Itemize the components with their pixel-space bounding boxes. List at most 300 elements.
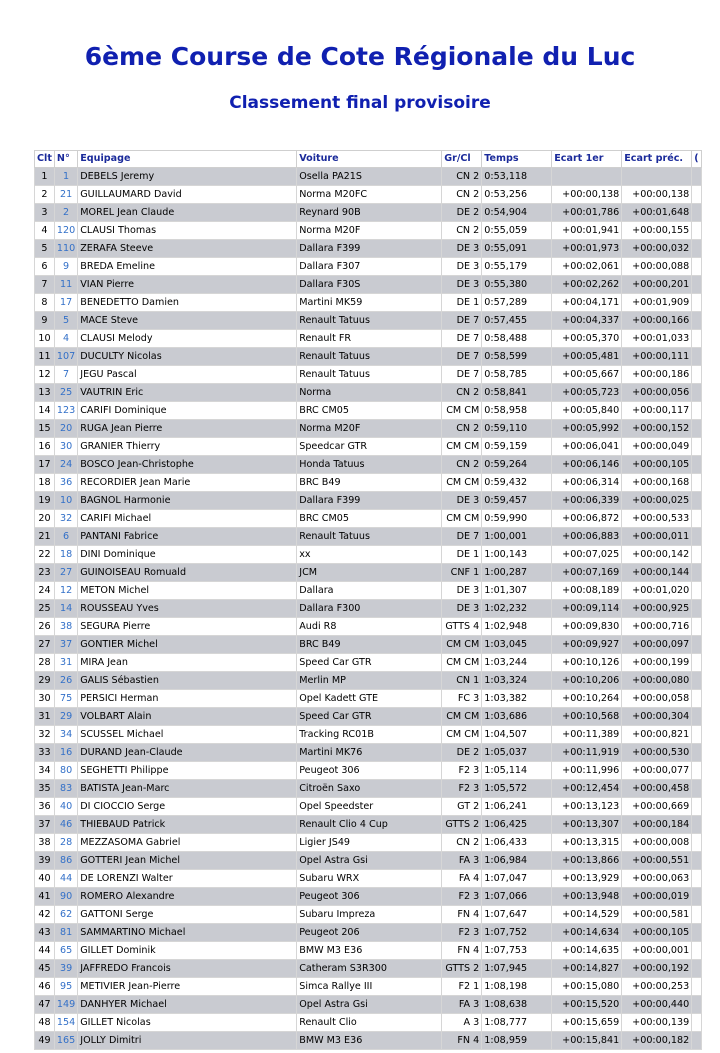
table-row	[35, 456, 702, 474]
cell-ecart-prec: +00:00,088	[622, 258, 692, 276]
cell-ecart-1er: +00:02,061	[552, 258, 622, 276]
table-row	[35, 906, 702, 924]
cell-extra	[692, 168, 701, 186]
cell-extra	[692, 672, 701, 690]
cell-temps: 1:03,324	[482, 672, 552, 690]
cell-grcl: DE 7	[442, 528, 482, 546]
cell-num[interactable]: 154	[54, 1014, 77, 1032]
cell-clt: 43	[35, 924, 55, 942]
cell-grcl: GT 2	[442, 798, 482, 816]
cell-num[interactable]: 29	[54, 708, 77, 726]
table-row	[35, 726, 702, 744]
cell-grcl: DE 2	[442, 744, 482, 762]
cell-ecart-prec: +00:01,909	[622, 294, 692, 312]
cell-temps: 1:07,047	[482, 870, 552, 888]
table-row	[35, 798, 702, 816]
cell-ecart-1er: +00:05,992	[552, 420, 622, 438]
cell-temps: 0:57,289	[482, 294, 552, 312]
table-row	[35, 834, 702, 852]
cell-num[interactable]: 123	[54, 402, 77, 420]
cell-equipage: CLAUSI Melody	[78, 330, 297, 348]
cell-clt: 40	[35, 870, 55, 888]
cell-num[interactable]: 32	[54, 510, 77, 528]
cell-temps: 0:59,457	[482, 492, 552, 510]
cell-grcl: FA 3	[442, 996, 482, 1014]
cell-grcl: DE 3	[442, 492, 482, 510]
cell-extra	[692, 348, 701, 366]
cell-equipage: GALIS Sébastien	[78, 672, 297, 690]
cell-extra	[692, 636, 701, 654]
cell-voiture: xx	[297, 546, 442, 564]
cell-grcl: DE 1	[442, 546, 482, 564]
cell-num[interactable]: 90	[54, 888, 77, 906]
cell-clt: 4	[35, 222, 55, 240]
cell-ecart-1er: +00:06,314	[552, 474, 622, 492]
cell-num[interactable]: 28	[54, 834, 77, 852]
cell-num[interactable]: 5	[54, 312, 77, 330]
cell-temps: 1:07,752	[482, 924, 552, 942]
cell-grcl: DE 3	[442, 240, 482, 258]
cell-ecart-1er: +00:06,883	[552, 528, 622, 546]
table-row	[35, 240, 702, 258]
cell-extra	[692, 492, 701, 510]
cell-equipage: RUGA Jean Pierre	[78, 420, 297, 438]
page-subtitle: Classement final provisoire	[229, 93, 491, 113]
cell-ecart-prec: +00:00,201	[622, 276, 692, 294]
cell-num[interactable]: 62	[54, 906, 77, 924]
cell-ecart-prec: +00:01,033	[622, 330, 692, 348]
cell-ecart-1er: +00:08,189	[552, 582, 622, 600]
cell-clt: 41	[35, 888, 55, 906]
cell-temps: 0:55,059	[482, 222, 552, 240]
cell-ecart-1er: +00:09,114	[552, 600, 622, 618]
header-clt[interactable]: Clt	[35, 151, 55, 168]
cell-extra	[692, 204, 701, 222]
table-row	[35, 294, 702, 312]
table-row	[35, 870, 702, 888]
cell-voiture: Dallara F30S	[297, 276, 442, 294]
cell-temps: 0:53,118	[482, 168, 552, 186]
cell-extra	[692, 222, 701, 240]
cell-num[interactable]: 110	[54, 240, 77, 258]
cell-equipage: CLAUSI Thomas	[78, 222, 297, 240]
cell-equipage: GUINOISEAU Romuald	[78, 564, 297, 582]
cell-ecart-prec: +00:00,032	[622, 240, 692, 258]
cell-clt: 44	[35, 942, 55, 960]
cell-extra	[692, 834, 701, 852]
cell-ecart-1er: +00:05,481	[552, 348, 622, 366]
cell-grcl: FN 4	[442, 906, 482, 924]
cell-voiture: Subaru WRX	[297, 870, 442, 888]
cell-ecart-prec: +00:00,253	[622, 978, 692, 996]
table-row	[35, 762, 702, 780]
cell-num[interactable]: 17	[54, 294, 77, 312]
cell-voiture: Dallara	[297, 582, 442, 600]
cell-temps: 0:59,990	[482, 510, 552, 528]
table-row	[35, 564, 702, 582]
cell-equipage: SCUSSEL Michael	[78, 726, 297, 744]
cell-num[interactable]: 86	[54, 852, 77, 870]
cell-voiture: Martini MK76	[297, 744, 442, 762]
cell-ecart-1er: +00:10,206	[552, 672, 622, 690]
cell-num[interactable]: 83	[54, 780, 77, 798]
cell-equipage: GRANIER Thierry	[78, 438, 297, 456]
cell-ecart-prec: +00:00,199	[622, 654, 692, 672]
table-row	[35, 474, 702, 492]
cell-grcl: CM CM	[442, 510, 482, 528]
cell-voiture: Norma	[297, 384, 442, 402]
cell-num[interactable]: 36	[54, 474, 77, 492]
cell-temps: 0:55,091	[482, 240, 552, 258]
cell-clt: 3	[35, 204, 55, 222]
cell-voiture: Dallara F307	[297, 258, 442, 276]
cell-num[interactable]: 95	[54, 978, 77, 996]
cell-ecart-1er: +00:07,025	[552, 546, 622, 564]
cell-ecart-1er: +00:13,948	[552, 888, 622, 906]
cell-num[interactable]: 1	[54, 168, 77, 186]
table-row	[35, 960, 702, 978]
cell-ecart-prec: +00:00,025	[622, 492, 692, 510]
cell-num[interactable]: 14	[54, 600, 77, 618]
table-row	[35, 546, 702, 564]
cell-grcl: F2 3	[442, 780, 482, 798]
cell-ecart-1er	[552, 168, 622, 186]
cell-ecart-prec: +00:00,001	[622, 942, 692, 960]
cell-clt: 17	[35, 456, 55, 474]
cell-voiture: Catheram S3R300	[297, 960, 442, 978]
table-row	[35, 366, 702, 384]
header-num[interactable]: N°	[54, 151, 77, 168]
cell-clt: 36	[35, 798, 55, 816]
header-temps[interactable]: Temps	[482, 151, 552, 168]
cell-voiture: Dallara F300	[297, 600, 442, 618]
cell-ecart-prec: +00:00,058	[622, 690, 692, 708]
header-equipage[interactable]: Equipage	[78, 151, 297, 168]
cell-equipage: GONTIER Michel	[78, 636, 297, 654]
cell-ecart-prec: +00:00,458	[622, 780, 692, 798]
cell-clt: 13	[35, 384, 55, 402]
cell-equipage: VOLBART Alain	[78, 708, 297, 726]
cell-clt: 8	[35, 294, 55, 312]
cell-clt: 32	[35, 726, 55, 744]
cell-grcl: GTTS 4	[442, 618, 482, 636]
table-row	[35, 438, 702, 456]
cell-clt: 45	[35, 960, 55, 978]
table-row	[35, 942, 702, 960]
cell-clt: 25	[35, 600, 55, 618]
cell-num[interactable]: 44	[54, 870, 77, 888]
cell-voiture: Osella PA21S	[297, 168, 442, 186]
cell-num[interactable]: 81	[54, 924, 77, 942]
cell-num[interactable]: 80	[54, 762, 77, 780]
cell-clt: 7	[35, 276, 55, 294]
cell-extra	[692, 312, 701, 330]
cell-num[interactable]: 40	[54, 798, 77, 816]
cell-temps: 1:03,244	[482, 654, 552, 672]
cell-ecart-1er: +00:11,919	[552, 744, 622, 762]
cell-extra	[692, 888, 701, 906]
cell-num[interactable]: 37	[54, 636, 77, 654]
table-row	[35, 708, 702, 726]
cell-temps: 1:06,425	[482, 816, 552, 834]
cell-clt: 1	[35, 168, 55, 186]
cell-temps: 0:58,958	[482, 402, 552, 420]
cell-ecart-prec: +00:00,530	[622, 744, 692, 762]
cell-num[interactable]: 34	[54, 726, 77, 744]
cell-num[interactable]: 39	[54, 960, 77, 978]
cell-num[interactable]: 9	[54, 258, 77, 276]
table-row	[35, 600, 702, 618]
cell-voiture: Speed Car GTR	[297, 654, 442, 672]
cell-ecart-prec: +00:00,551	[622, 852, 692, 870]
cell-temps: 1:07,945	[482, 960, 552, 978]
cell-num[interactable]: 18	[54, 546, 77, 564]
table-row	[35, 258, 702, 276]
cell-grcl: DE 3	[442, 258, 482, 276]
cell-grcl: F2 3	[442, 888, 482, 906]
cell-equipage: SAMMARTINO Michael	[78, 924, 297, 942]
cell-voiture: Speed Car GTR	[297, 708, 442, 726]
cell-ecart-prec: +00:00,019	[622, 888, 692, 906]
cell-clt: 48	[35, 1014, 55, 1032]
table-row	[35, 852, 702, 870]
cell-equipage: GOTTERI Jean Michel	[78, 852, 297, 870]
cell-num[interactable]: 38	[54, 618, 77, 636]
cell-num[interactable]: 20	[54, 420, 77, 438]
cell-voiture: Honda Tatuus	[297, 456, 442, 474]
cell-temps: 0:59,159	[482, 438, 552, 456]
cell-ecart-prec: +00:00,138	[622, 186, 692, 204]
cell-temps: 1:08,959	[482, 1032, 552, 1050]
cell-clt: 24	[35, 582, 55, 600]
cell-voiture: Opel Speedster	[297, 798, 442, 816]
cell-num[interactable]: 149	[54, 996, 77, 1014]
cell-ecart-1er: +00:06,339	[552, 492, 622, 510]
table-row	[35, 492, 702, 510]
table-row	[35, 996, 702, 1014]
cell-grcl: FC 3	[442, 690, 482, 708]
cell-equipage: PANTANI Fabrice	[78, 528, 297, 546]
cell-extra	[692, 726, 701, 744]
cell-ecart-1er: +00:06,872	[552, 510, 622, 528]
cell-clt: 18	[35, 474, 55, 492]
cell-ecart-prec: +00:00,581	[622, 906, 692, 924]
cell-extra	[692, 240, 701, 258]
cell-equipage: BOSCO Jean-Christophe	[78, 456, 297, 474]
cell-extra	[692, 852, 701, 870]
cell-clt: 9	[35, 312, 55, 330]
cell-temps: 1:08,777	[482, 1014, 552, 1032]
table-row	[35, 168, 702, 186]
cell-clt: 26	[35, 618, 55, 636]
cell-grcl: A 3	[442, 1014, 482, 1032]
cell-voiture: Renault FR	[297, 330, 442, 348]
cell-voiture: JCM	[297, 564, 442, 582]
cell-temps: 0:55,179	[482, 258, 552, 276]
cell-clt: 16	[35, 438, 55, 456]
cell-temps: 1:05,114	[482, 762, 552, 780]
cell-extra	[692, 708, 701, 726]
table-row	[35, 384, 702, 402]
cell-ecart-1er: +00:04,171	[552, 294, 622, 312]
cell-ecart-1er: +00:10,264	[552, 690, 622, 708]
cell-temps: 1:06,433	[482, 834, 552, 852]
cell-equipage: DUCULTY Nicolas	[78, 348, 297, 366]
cell-extra	[692, 906, 701, 924]
cell-clt: 28	[35, 654, 55, 672]
cell-num[interactable]: 120	[54, 222, 77, 240]
cell-num[interactable]: 26	[54, 672, 77, 690]
table-row	[35, 924, 702, 942]
cell-extra	[692, 960, 701, 978]
cell-voiture: BRC B49	[297, 636, 442, 654]
cell-grcl: DE 7	[442, 348, 482, 366]
table-row	[35, 888, 702, 906]
cell-num[interactable]: 165	[54, 1032, 77, 1050]
cell-ecart-1er: +00:13,929	[552, 870, 622, 888]
cell-ecart-prec: +00:00,008	[622, 834, 692, 852]
cell-num[interactable]: 4	[54, 330, 77, 348]
cell-equipage: DI CIOCCIO Serge	[78, 798, 297, 816]
cell-clt: 11	[35, 348, 55, 366]
cell-temps: 1:08,638	[482, 996, 552, 1014]
cell-ecart-1er: +00:05,723	[552, 384, 622, 402]
cell-ecart-prec: +00:00,117	[622, 402, 692, 420]
cell-voiture: Dallara F399	[297, 492, 442, 510]
cell-voiture: Peugeot 206	[297, 924, 442, 942]
header-ecart-prec[interactable]: Ecart préc.	[622, 151, 692, 168]
cell-temps: 0:58,785	[482, 366, 552, 384]
cell-temps: 0:58,599	[482, 348, 552, 366]
cell-extra	[692, 942, 701, 960]
cell-grcl: CN 2	[442, 222, 482, 240]
cell-extra	[692, 510, 701, 528]
cell-grcl: FA 3	[442, 852, 482, 870]
cell-extra	[692, 978, 701, 996]
cell-equipage: SEGHETTI Philippe	[78, 762, 297, 780]
cell-clt: 10	[35, 330, 55, 348]
header-voiture[interactable]: Voiture	[297, 151, 442, 168]
cell-num[interactable]: 30	[54, 438, 77, 456]
cell-num[interactable]: 31	[54, 654, 77, 672]
table-row	[35, 222, 702, 240]
cell-temps: 0:55,380	[482, 276, 552, 294]
cell-ecart-prec: +00:00,184	[622, 816, 692, 834]
header-grcl[interactable]: Gr/Cl	[442, 151, 482, 168]
table-row	[35, 402, 702, 420]
cell-extra	[692, 798, 701, 816]
cell-grcl: CN 2	[442, 456, 482, 474]
cell-equipage: JAFFREDO Francois	[78, 960, 297, 978]
cell-clt: 33	[35, 744, 55, 762]
cell-clt: 47	[35, 996, 55, 1014]
table-row	[35, 582, 702, 600]
cell-num[interactable]: 27	[54, 564, 77, 582]
cell-ecart-1er: +00:15,520	[552, 996, 622, 1014]
cell-voiture: BRC CM05	[297, 402, 442, 420]
cell-equipage: METON Michel	[78, 582, 297, 600]
cell-temps: 1:06,984	[482, 852, 552, 870]
cell-ecart-1er: +00:11,389	[552, 726, 622, 744]
cell-grcl: DE 3	[442, 600, 482, 618]
results-table	[34, 150, 702, 1050]
cell-grcl: DE 3	[442, 582, 482, 600]
cell-extra	[692, 384, 701, 402]
cell-num[interactable]: 7	[54, 366, 77, 384]
cell-ecart-prec: +00:00,186	[622, 366, 692, 384]
cell-num[interactable]: 75	[54, 690, 77, 708]
cell-voiture: Dallara F399	[297, 240, 442, 258]
cell-voiture: Peugeot 306	[297, 888, 442, 906]
cell-grcl: FA 4	[442, 870, 482, 888]
cell-equipage: MIRA Jean	[78, 654, 297, 672]
cell-num[interactable]: 12	[54, 582, 77, 600]
cell-grcl: CM CM	[442, 726, 482, 744]
cell-num[interactable]: 21	[54, 186, 77, 204]
cell-grcl: CM CM	[442, 654, 482, 672]
cell-extra	[692, 402, 701, 420]
cell-grcl: CN 2	[442, 384, 482, 402]
cell-extra	[692, 564, 701, 582]
cell-clt: 34	[35, 762, 55, 780]
cell-grcl: DE 3	[442, 276, 482, 294]
cell-equipage: BAGNOL Harmonie	[78, 492, 297, 510]
cell-num[interactable]: 10	[54, 492, 77, 510]
cell-equipage: MEZZASOMA Gabriel	[78, 834, 297, 852]
cell-num[interactable]: 65	[54, 942, 77, 960]
cell-equipage: ROUSSEAU Yves	[78, 600, 297, 618]
cell-temps: 1:05,572	[482, 780, 552, 798]
cell-ecart-prec: +00:01,020	[622, 582, 692, 600]
cell-temps: 1:06,241	[482, 798, 552, 816]
cell-ecart-prec: +00:00,152	[622, 420, 692, 438]
cell-num[interactable]: 46	[54, 816, 77, 834]
cell-clt: 14	[35, 402, 55, 420]
page-title: 6ème Course de Cote Régionale du Luc	[84, 42, 636, 71]
cell-equipage: GATTONI Serge	[78, 906, 297, 924]
cell-ecart-prec: +00:00,105	[622, 456, 692, 474]
cell-num[interactable]: 6	[54, 528, 77, 546]
cell-extra	[692, 1032, 701, 1050]
cell-ecart-1er: +00:06,041	[552, 438, 622, 456]
cell-equipage: DANHYER Michael	[78, 996, 297, 1014]
header-ecart-1er[interactable]: Ecart 1er	[552, 151, 622, 168]
cell-equipage: DEBELS Jeremy	[78, 168, 297, 186]
cell-temps: 1:08,198	[482, 978, 552, 996]
cell-temps: 1:02,948	[482, 618, 552, 636]
cell-voiture: Peugeot 306	[297, 762, 442, 780]
cell-voiture: BRC B49	[297, 474, 442, 492]
table-row	[35, 420, 702, 438]
cell-num[interactable]: 16	[54, 744, 77, 762]
cell-num[interactable]: 11	[54, 276, 77, 294]
cell-ecart-prec: +00:00,533	[622, 510, 692, 528]
cell-extra	[692, 546, 701, 564]
cell-grcl: GTTS 2	[442, 816, 482, 834]
cell-ecart-prec: +00:00,056	[622, 384, 692, 402]
cell-ecart-1er: +00:15,080	[552, 978, 622, 996]
table-row	[35, 312, 702, 330]
cell-extra	[692, 924, 701, 942]
cell-num[interactable]: 107	[54, 348, 77, 366]
cell-grcl: CNF 1	[442, 564, 482, 582]
cell-ecart-1er: +00:14,634	[552, 924, 622, 942]
cell-num[interactable]: 2	[54, 204, 77, 222]
cell-num[interactable]: 25	[54, 384, 77, 402]
table-row	[35, 978, 702, 996]
cell-ecart-1er: +00:09,927	[552, 636, 622, 654]
cell-num[interactable]: 24	[54, 456, 77, 474]
